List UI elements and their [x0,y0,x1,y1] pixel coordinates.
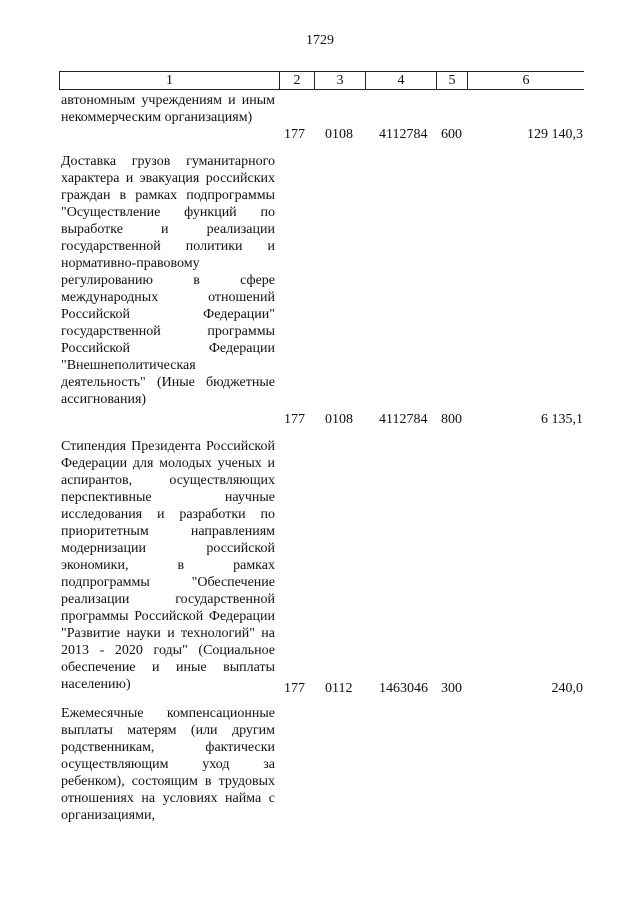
row-col-4: 4112784 [379,412,428,427]
page-number: 1729 [306,33,334,48]
row-col-5: 300 [441,681,462,696]
header-col-2: 2 [280,72,315,89]
header-col-5: 5 [437,72,468,89]
row-col-5: 800 [441,412,462,427]
header-col-4: 4 [366,72,437,89]
header-col-1: 1 [60,72,280,89]
row-col-4: 1463046 [379,681,428,696]
row-col-5: 600 [441,127,462,142]
row-col-2: 177 [284,412,305,427]
row-col-6: 129 140,3 [527,127,583,142]
header-col-3: 3 [315,72,366,89]
row-description: Доставка грузов гуманитарного характера и эвакуация российских граждан в рамках подпрограммы "Осуществление функций по выработке и реализации государственной политики и нормативно-правовому регулированию в сфере международных отношений Российской Федерации" государственной программы Российской Федерации "Внешнеполитическая деятельность" (Иные бюджетные ассигнования) [61,154,275,407]
row-col-2: 177 [284,127,305,142]
row-col-3: 0108 [325,127,353,142]
row-col-6: 240,0 [551,681,583,696]
row-col-3: 0108 [325,412,353,427]
row-description: Ежемесячные компенсационные выплаты матерям (или другим родственникам, фактически осуществляющим уход за ребенком), состоящим в трудовых отношениях на условиях найма с организациями, [61,706,275,823]
row-description: автономным учреждениям и иным некоммерческим организациям) [61,93,275,125]
table-header [59,71,584,90]
row-col-6: 6 135,1 [541,412,583,427]
row-col-2: 177 [284,681,305,696]
row-col-4: 4112784 [379,127,428,142]
row-description: Стипендия Президента Российской Федерации для молодых ученых и аспирантов, осуществляющих перспективные научные исследования и разработки по приоритетным направлениям модернизации российской экономики, в рамках подпрограммы "Обеспечение реализации государственной программы Российской Федерации "Развитие науки и технологий" на 2013 - 2020 годы" (Социальное обеспечение и иные выплаты населению) [61,439,275,692]
row-col-3: 0112 [325,681,353,696]
header-col-6: 6 [522,73,530,88]
